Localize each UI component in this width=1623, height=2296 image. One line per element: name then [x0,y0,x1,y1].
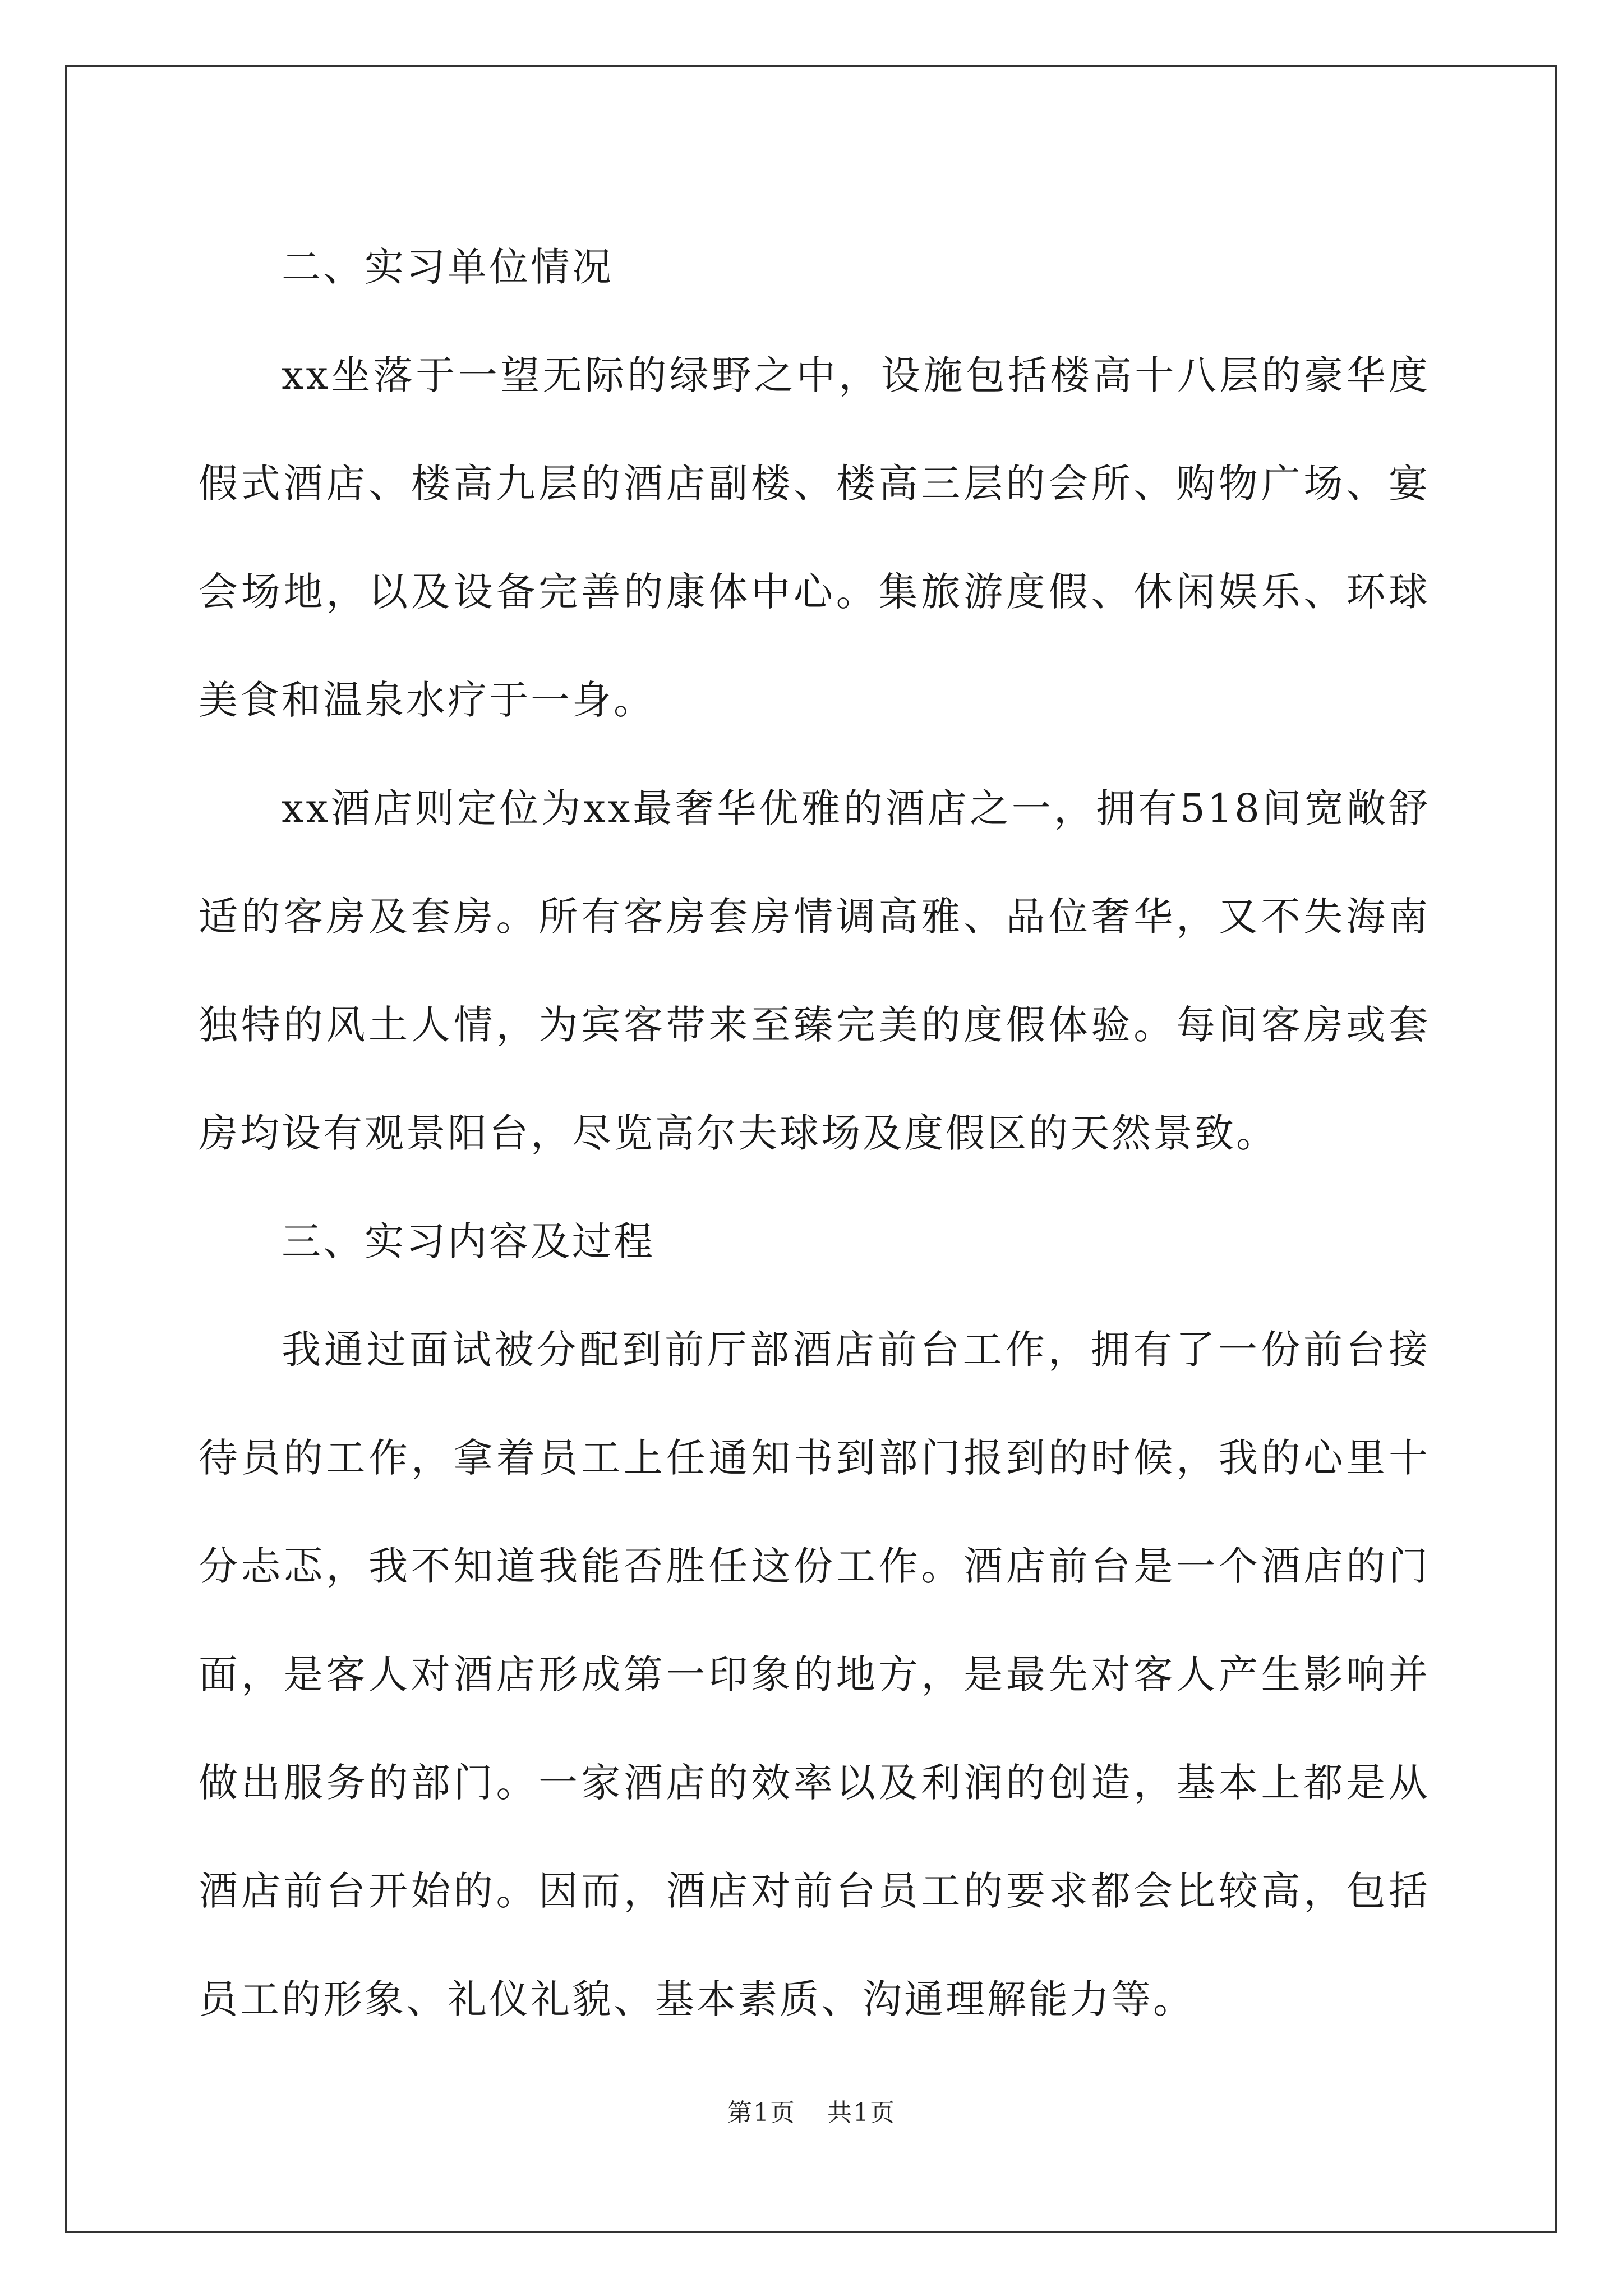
page-total: 共1页 [827,2099,896,2127]
paragraph-hotel-rooms: xx酒店则定位为xx最奢华优雅的酒店之一，拥有518间宽敞舒适的客房及套房。所有客房套房情调高雅、品位奢华，又不失海南独特的风土人情，为宾客带来至臻完美的度假体验。每间客房或套房均设有观景阳台，尽览高尔夫球场及度假区的天然景致。 [199,785,1430,1156]
document-body [199,213,1430,2054]
page-number: 第1页 [727,2099,796,2127]
paragraph-front-desk: 我通过面试被分配到前厅部酒店前台工作，拥有了一份前台接待员的工作，拿着员工上任通知书到部门报到的时候，我的心里十分忐忑，我不知道我能否胜任这份工作。酒店前台是一个酒店的门面，是客人对酒店形成第一印象的地方，是最先对客人产生影响并做出服务的部门。一家酒店的效率以及利润的创造，基本上都是从酒店前台开始的。因而，酒店对前台员工的要求都会比较高，包括员工的形象、礼仪礼貌、基本素质、沟通理解能力等。 [199,1327,1430,2022]
page-footer [0,2092,1623,2128]
section-heading-unit-info: 二、实习单位情况 [282,244,614,290]
paragraph-resort-overview: xx坐落于一望无际的绿野之中，设施包括楼高十八层的豪华度假式酒店、楼高九层的酒店副楼、楼高三层的会所、购物广场、宴会场地，以及设备完善的康体中心。集旅游度假、休闲娱乐、环球美食和温泉水疗于一身。 [199,352,1430,723]
section-heading-internship-content: 三、实习内容及过程 [282,1218,655,1264]
